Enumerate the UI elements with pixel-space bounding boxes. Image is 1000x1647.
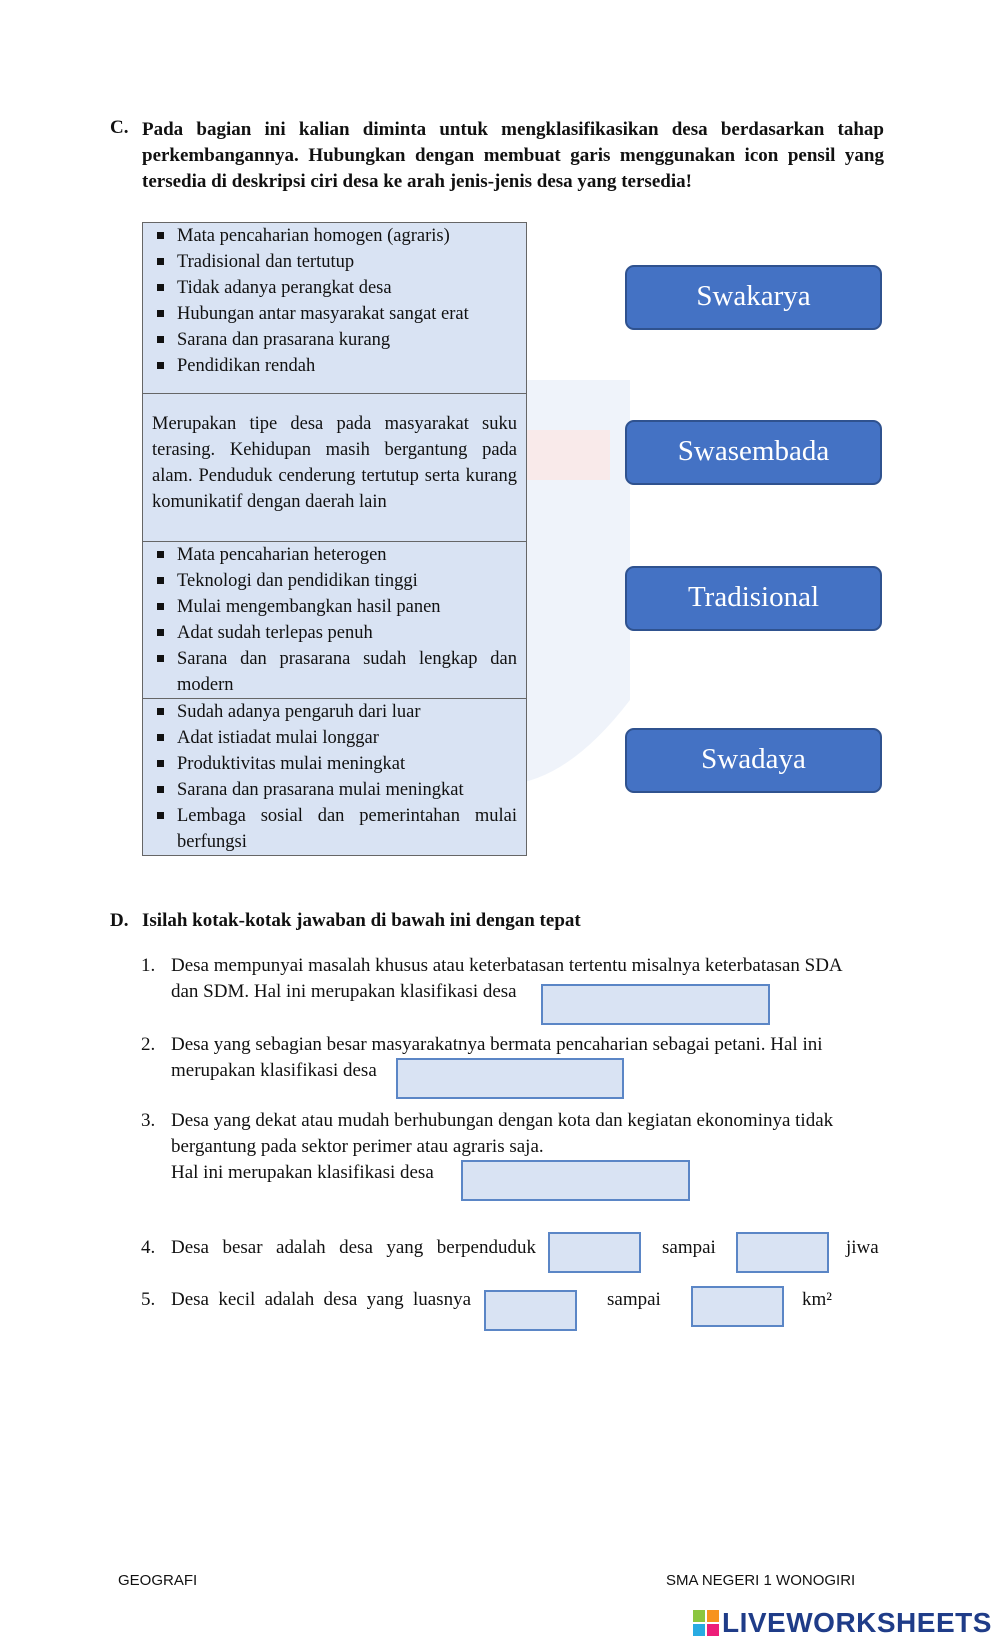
list-item: Mata pencaharian heterogen [152, 542, 517, 568]
list-item: Sarana dan prasarana sudah lengkap dan modern [152, 646, 517, 698]
list-item: Hubungan antar masyarakat sangat erat [152, 301, 517, 327]
question-4-text: Desa besar adalah desa yang berpenduduk [171, 1237, 536, 1258]
list-item: Lembaga sosial dan pemerintahan mulai berfungsi [152, 803, 517, 855]
answer-box-3[interactable] [461, 1160, 690, 1201]
list-item: Adat istiadat mulai longgar [152, 725, 517, 751]
answer-box-4a[interactable] [548, 1232, 641, 1273]
question-5-end: km² [802, 1289, 832, 1310]
type-button-swakarya[interactable]: Swakarya [625, 265, 882, 330]
question-number: 1. [141, 955, 156, 976]
question-3-text: Desa yang dekat atau mudah berhubungan dengan kota dan kegiatan ekonominya tidak [171, 1110, 834, 1131]
section-c-instruction: Pada bagian ini kalian diminta untuk mengklasifikasikan desa berdasarkan tahap perkembangannya. Hubungkan dengan membuat garis menggunakan icon pensil yang tersedia di deskripsi ciri desa ke arah jenis-jenis desa yang tersedia! [142, 119, 884, 192]
list-item: Adat sudah terlepas penuh [152, 620, 517, 646]
section-d-label: D. [110, 910, 129, 931]
question-5-mid: sampai [607, 1289, 661, 1310]
question-2-text: Desa yang sebagian besar masyarakatnya bermata pencaharian sebagai petani. Hal ini [171, 1034, 823, 1055]
question-5-text: Desa kecil adalah desa yang luasnya [171, 1289, 471, 1310]
description-paragraph: Merupakan tipe desa pada masyarakat suku terasing. Kehidupan masih bergantung pada alam. Penduduk cenderung tertutup serta kurang komunikatif dengan daerah lain [152, 414, 517, 512]
answer-box-5b[interactable] [691, 1286, 784, 1327]
footer-subject: GEOGRAFI [118, 1572, 198, 1589]
question-1-text: Desa mempunyai masalah khusus atau keterbatasan tertentu misalnya keterbatasan SDA [171, 955, 843, 976]
list-item: Teknologi dan pendidikan tinggi [152, 568, 517, 594]
question-3-text-line2: bergantung pada sektor perimer atau agraris saja. [171, 1136, 544, 1157]
description-card-4[interactable] [143, 698, 526, 855]
question-4-mid: sampai [662, 1237, 716, 1258]
type-button-tradisional[interactable]: Tradisional [625, 566, 882, 631]
answer-box-5a[interactable] [484, 1290, 577, 1331]
list-item: Sarana dan prasarana kurang [152, 327, 517, 353]
description-card-2[interactable] [143, 393, 526, 541]
question-1-text-line2: dan SDM. Hal ini merupakan klasifikasi desa [171, 981, 517, 1002]
list-item: Sarana dan prasarana mulai meningkat [152, 777, 517, 803]
question-4-end: jiwa [846, 1237, 879, 1258]
answer-box-1[interactable] [541, 984, 770, 1025]
description-table [142, 222, 527, 856]
list-item: Tidak adanya perangkat desa [152, 275, 517, 301]
list-item: Tradisional dan tertutup [152, 249, 517, 275]
list-item: Pendidikan rendah [152, 353, 517, 379]
description-card-3[interactable] [143, 541, 526, 698]
liveworksheets-logo[interactable] [693, 1607, 992, 1639]
question-number: 4. [141, 1237, 156, 1258]
type-button-swasembada[interactable]: Swasembada [625, 420, 882, 485]
question-2-text-line2: merupakan klasifikasi desa [171, 1060, 377, 1081]
answer-box-2[interactable] [396, 1058, 624, 1099]
section-d-title: Isilah kotak-kotak jawaban di bawah ini dengan tepat [142, 910, 581, 931]
footer-school: SMA NEGERI 1 WONOGIRI [666, 1572, 856, 1589]
answer-box-4b[interactable] [736, 1232, 829, 1273]
question-number: 2. [141, 1034, 156, 1055]
liveworksheets-text: LIVEWORKSHEETS [722, 1607, 992, 1638]
type-button-swadaya[interactable]: Swadaya [625, 728, 882, 793]
question-number: 5. [141, 1289, 156, 1310]
section-c-label: C. [110, 117, 129, 138]
list-item: Sudah adanya pengaruh dari luar [152, 699, 517, 725]
description-card-1[interactable] [143, 223, 526, 393]
question-3-text-line3: Hal ini merupakan klasifikasi desa [171, 1162, 434, 1183]
question-number: 3. [141, 1110, 156, 1131]
list-item: Mulai mengembangkan hasil panen [152, 594, 517, 620]
list-item: Mata pencaharian homogen (agraris) [152, 223, 517, 249]
liveworksheets-icon [693, 1610, 719, 1636]
list-item: Produktivitas mulai meningkat [152, 751, 517, 777]
